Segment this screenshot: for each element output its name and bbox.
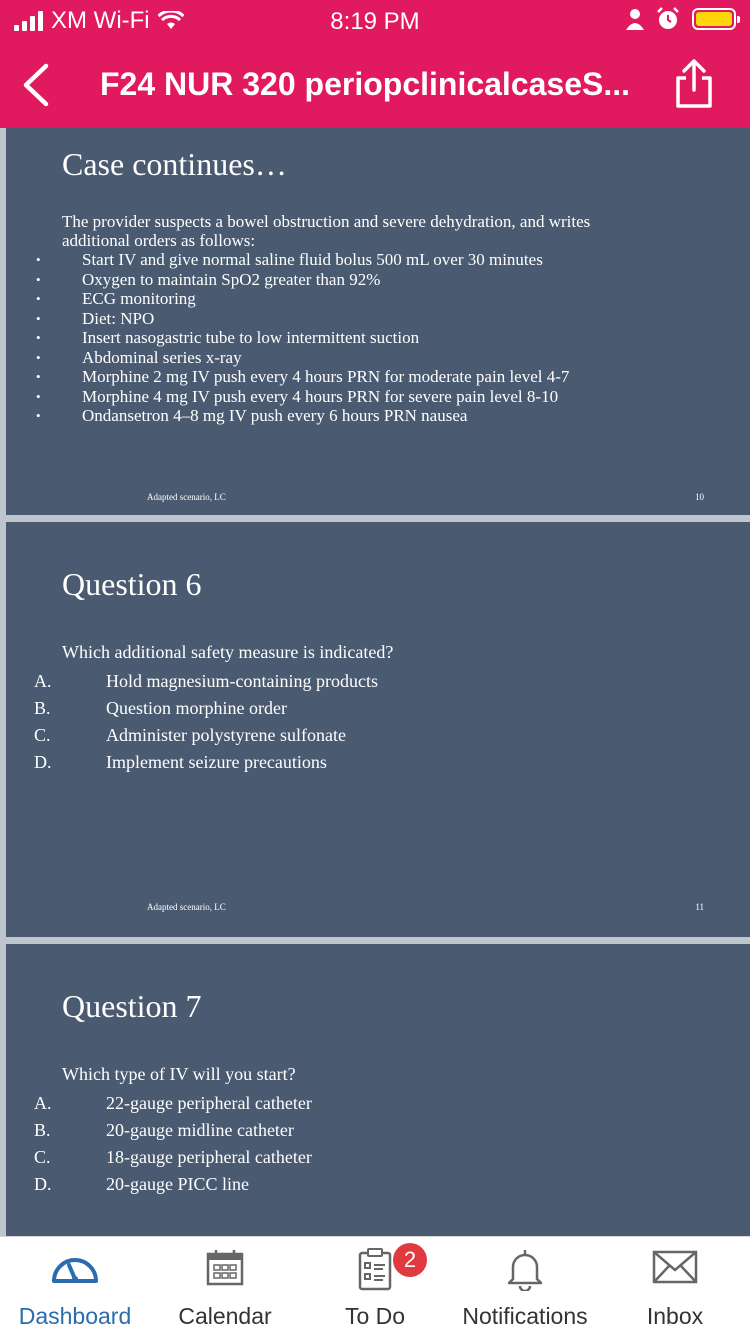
option-text: 20-gauge PICC line bbox=[106, 1174, 249, 1194]
question-text: Which additional safety measure is indicated? bbox=[62, 642, 394, 662]
app-header bbox=[0, 0, 750, 128]
answer-option bbox=[34, 668, 378, 695]
list-item: • Start IV and give normal saline fluid bolus 500 mL over 30 minutes bbox=[36, 250, 569, 270]
slide-11 bbox=[6, 522, 750, 937]
question-text: Which type of IV will you start? bbox=[62, 1064, 296, 1084]
battery-icon bbox=[692, 8, 736, 30]
slide-12 bbox=[6, 944, 750, 1236]
list-item: • Morphine 2 mg IV push every 4 hours PRN for moderate pain level 4-7 bbox=[36, 367, 569, 387]
tab-calendar[interactable] bbox=[150, 1237, 300, 1335]
list-item: • Insert nasogastric tube to low intermittent suction bbox=[36, 328, 569, 348]
nav-bar bbox=[0, 48, 750, 128]
list-item: • Ondansetron 4–8 mg IV push every 6 hours PRN nausea bbox=[36, 406, 569, 426]
document-title: F24 NUR 320 periopclinicalcaseS... bbox=[100, 66, 631, 102]
tab-label: To Do bbox=[344, 1303, 406, 1329]
slide-footer: Adapted scenario, LC bbox=[147, 492, 226, 502]
slide-intro: The provider suspects a bowel obstruction and severe dehydration, and writes additional orders as follows: bbox=[62, 212, 591, 250]
answer-option bbox=[34, 1171, 312, 1198]
carrier-label: XM Wi-Fi bbox=[51, 7, 150, 34]
list-item: • Morphine 4 mg IV push every 4 hours PRN for severe pain level 8-10 bbox=[36, 387, 569, 407]
answer-option bbox=[34, 722, 378, 749]
option-text: 18-gauge peripheral catheter bbox=[106, 1147, 312, 1167]
option-letter: C. bbox=[34, 725, 51, 745]
option-letter: B. bbox=[34, 1120, 51, 1140]
alarm-icon bbox=[656, 7, 680, 31]
tab-label: Notifications bbox=[462, 1303, 588, 1329]
bell-icon bbox=[505, 1247, 545, 1291]
option-text: Question morphine order bbox=[106, 698, 287, 718]
tab-label: Inbox bbox=[646, 1303, 704, 1329]
status-time: 8:19 PM bbox=[330, 8, 420, 35]
answer-option bbox=[34, 749, 378, 776]
tab-dashboard[interactable] bbox=[0, 1237, 150, 1335]
orders-list bbox=[36, 250, 569, 426]
share-icon[interactable] bbox=[670, 58, 718, 110]
option-letter: B. bbox=[34, 698, 51, 718]
answer-options bbox=[34, 1090, 312, 1198]
tab-inbox[interactable] bbox=[600, 1237, 750, 1335]
option-letter: A. bbox=[34, 1093, 52, 1113]
answer-option bbox=[34, 1090, 312, 1117]
option-text: Implement seizure precautions bbox=[106, 752, 327, 772]
option-letter: D. bbox=[34, 1174, 52, 1194]
todo-count-badge: 2 bbox=[393, 1243, 427, 1277]
tab-label: Calendar bbox=[178, 1303, 272, 1329]
person-icon bbox=[626, 8, 644, 30]
answer-option bbox=[34, 695, 378, 722]
envelope-icon bbox=[651, 1247, 699, 1287]
option-letter: D. bbox=[34, 752, 52, 772]
answer-option bbox=[34, 1117, 312, 1144]
status-right bbox=[626, 7, 736, 31]
tab-todo[interactable] bbox=[300, 1237, 450, 1335]
list-item: • Abdominal series x-ray bbox=[36, 348, 569, 368]
list-item: • ECG monitoring bbox=[36, 289, 569, 309]
slide-footer: Adapted scenario, LC bbox=[147, 902, 226, 912]
tab-notifications[interactable] bbox=[450, 1237, 600, 1335]
option-text: 22-gauge peripheral catheter bbox=[106, 1093, 312, 1113]
option-text: Hold magnesium-containing products bbox=[106, 671, 378, 691]
checklist-icon bbox=[357, 1247, 393, 1291]
option-letter: A. bbox=[34, 671, 52, 691]
slide-title: Case continues… bbox=[62, 146, 287, 182]
slide-title: Question 7 bbox=[62, 988, 202, 1024]
back-chevron-icon[interactable] bbox=[14, 60, 58, 110]
speedometer-icon bbox=[49, 1247, 101, 1287]
slide-title: Question 6 bbox=[62, 566, 202, 602]
slide-number: 10 bbox=[695, 492, 704, 502]
status-bar bbox=[0, 0, 750, 40]
tab-bar bbox=[0, 1236, 750, 1335]
list-item: • Oxygen to maintain SpO2 greater than 92% bbox=[36, 270, 569, 290]
answer-option bbox=[34, 1144, 312, 1171]
list-item: • Diet: NPO bbox=[36, 309, 569, 329]
option-text: 20-gauge midline catheter bbox=[106, 1120, 294, 1140]
calendar-icon bbox=[205, 1247, 245, 1287]
option-text: Administer polystyrene sulfonate bbox=[106, 725, 346, 745]
answer-options bbox=[34, 668, 378, 776]
slides-viewer[interactable] bbox=[0, 128, 750, 1236]
slide-number: 11 bbox=[695, 902, 704, 912]
tab-label: Dashboard bbox=[18, 1303, 132, 1329]
slide-10 bbox=[6, 128, 750, 515]
option-letter: C. bbox=[34, 1147, 51, 1167]
